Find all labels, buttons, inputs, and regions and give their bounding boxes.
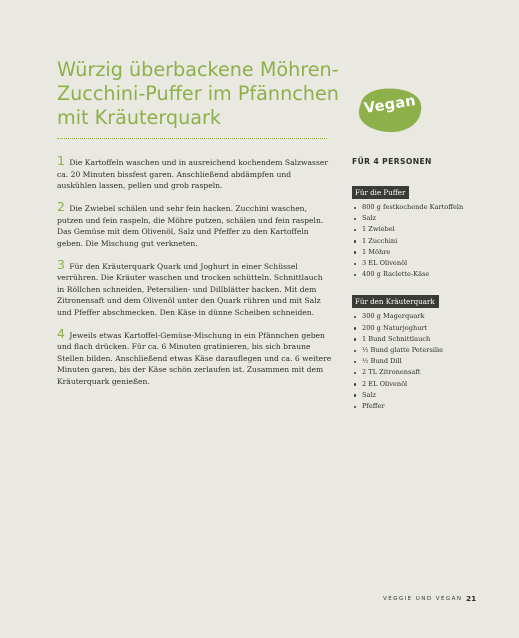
ingredient-list-kraeuterquark [352,311,492,412]
vegan-badge [355,86,425,136]
page-number: 21 [466,594,477,603]
ingredient-group-heading: Für den Kräuterquark [352,295,439,308]
ingredient-item: 2 EL Olivenöl [352,379,492,390]
step-1 [57,153,332,192]
ingredient-item: 800 g festkochende Kartoffeln [352,202,492,213]
servings-heading: FÜR 4 PERSONEN [352,157,432,166]
title-line-1: Würzig überbackene Möhren- [57,58,339,81]
step-number: 3 [57,256,65,272]
ingredients-panel [352,157,492,421]
ingredient-item: ½ Bund Dill [352,356,492,367]
ingredient-item: 200 g Naturjoghurt [352,323,492,334]
title-line-2: Zucchini-Puffer im Pfännchen [57,82,339,105]
ingredient-item: ½ Bund glatte Petersilie [352,345,492,356]
ingredient-item: 400 g Raclette-Käse [352,269,492,280]
step-number: 4 [57,325,65,341]
ingredient-group-heading: Für die Puffer [352,186,409,199]
ingredient-item: 2 TL Zitronensaft [352,367,492,378]
badge-label: Vegan [362,93,418,117]
ingredient-item: Salz [352,213,492,224]
ingredient-item: 1 Zucchini [352,236,492,247]
title-line-3: mit Kräuterquark [57,106,222,129]
step-4 [57,325,332,388]
ingredient-item: Pfeffer [352,401,492,412]
recipe-title [57,58,347,130]
step-number: 1 [57,153,65,168]
step-text: Die Kartoffeln waschen und in ausreichend kochendem Salzwasser ca. 20 Minuten bissfest garen. Anschließend abdämpfen und auskühlen lassen, pellen und grob raspeln. [57,158,328,190]
title-divider [57,138,327,139]
footer-section-label: VEGGIE UND VEGAN [383,596,463,602]
step-text: Für den Kräuterquark Quark und Joghurt in einer Schüssel verrühren. Die Kräuter waschen und trocken schütteln. Schnittlauch in Röllchen schneiden, Petersilien- und Dillblätter hacken. Mit dem Zitronensaft und dem Olivenöl unter den Quark rühren und mit Salz und Pfeffer abschmecken. Den Käse in dünne Scheiben schneiden. [57,261,323,317]
ingredient-item: 300 g Magerquark [352,311,492,322]
step-3 [57,256,332,319]
ingredient-item: 1 Zwiebel [352,224,492,235]
instruction-steps [57,153,332,398]
step-number: 2 [57,199,65,214]
step-text: Die Zwiebel schälen und sehr fein hacken. Zucchini waschen, putzen und fein raspeln, die Möhre putzen, schälen und fein raspeln. Das Gemüse mit dem Olivenöl, Salz und Pfeffer zu den Kartoffeln geben. Die Mischung gut verkneten. [57,204,324,248]
ingredient-item: Salz [352,390,492,401]
ingredient-item: 3 EL Olivenöl [352,258,492,269]
ingredient-item: 1 Möhre [352,247,492,258]
step-text: Jeweils etwas Kartoffel-Gemüse-Mischung in ein Pfännchen geben und flach drücken. Für ca. 6 Minuten gratinieren, bis sich braune Stellen bilden. Anschließend etwas Käse darauflegen und ca. 6 weitere Minuten garen, bis der Käse schön zerlaufen ist. Zusammen mit dem Kräuterquark genießen. [57,330,332,386]
step-2 [57,199,332,249]
ingredient-list-puffer [352,202,492,280]
ingredient-item: 1 Bund Schnittlauch [352,334,492,345]
